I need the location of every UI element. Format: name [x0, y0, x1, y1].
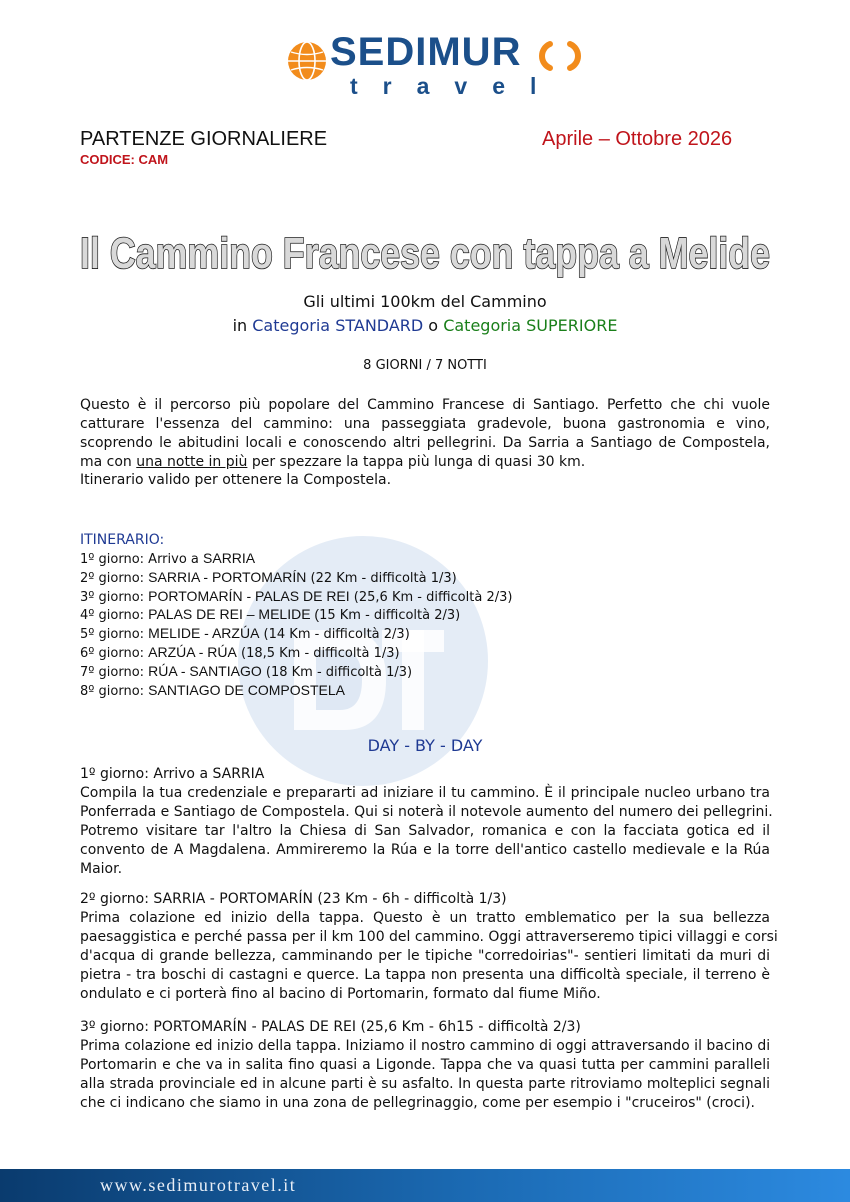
day-text-line: Potremo visitare tar l'altro la Chiesa di San Salvador, romanica e con la facciata gotica ed il [80, 823, 770, 839]
itinerary-detail: (18,5 Km - difficoltà 1/3) [236, 645, 400, 661]
website-link[interactable]: www.sedimurotravel.it [100, 1175, 297, 1195]
intro-line [80, 453, 770, 472]
itinerary-place: SANTIAGO DE COMPOSTELA [148, 681, 345, 698]
trip-duration: 8 GIORNI / 7 NOTTI [363, 358, 487, 373]
page-title [70, 218, 780, 284]
day-3-title: 3º giorno: PORTOMARÍN - PALAS DE REI (25,6 Km - 6h15 - difficoltà 2/3) [80, 1019, 581, 1035]
intro-line4-b: per spezzare la tappa più lunga di quasi 30 km. [247, 454, 586, 470]
day-text-line: Ponferrada e Santiago de Compostela. Qui si noterà il notevole aumento del numero dei pellegrini. [80, 804, 773, 820]
day-text-line: Compila la tua credenziale e prepararti ad iniziare il tu cammino. È il principale nucleo urbano tra [80, 785, 770, 801]
itinerary-place: MELIDE - ARZÚA [148, 625, 260, 642]
product-code: CODICE: CAM [80, 152, 169, 167]
day-3-text [80, 1037, 770, 1113]
day-text-line: Portomarin e che va in salita fino quasi a Ligonde. Tappa che va quasi tutta per cammini paralleli [80, 1057, 770, 1073]
subtitle-line1: Gli ultimi 100km del Cammino [303, 292, 547, 311]
itinerary-place: PORTOMARÍN - PALAS DE REI [148, 587, 350, 604]
globe-icon [286, 40, 328, 82]
itinerary-list [80, 550, 512, 700]
day-by-day-heading: DAY - BY - DAY [367, 736, 483, 755]
intro-paragraph [80, 396, 770, 472]
footer-bar [0, 1169, 850, 1202]
itinerary-place: SARRIA [203, 550, 256, 566]
intro-line: catturare l'essenza del cammino: una passeggiata gradevole, buona gastronomia e vino, [80, 416, 770, 432]
day-1-title: 1º giorno: Arrivo a SARRIA [80, 766, 265, 782]
subtitle-prefix: in [232, 316, 253, 335]
day-text-line: pietra - tra boschi di castagni e querce. La tappa non presenta una difficoltà speciale, il terreno è [80, 967, 770, 983]
itinerary-row [80, 569, 512, 588]
itinerary-row [80, 663, 512, 682]
day-text-line: Prima colazione ed inizio della tappa. Iniziamo il nostro cammino di oggi attraversando il bacino di [80, 1038, 771, 1054]
itinerary-detail: (25,6 Km - difficoltà 2/3) [349, 589, 513, 605]
company-logo [282, 30, 582, 99]
day-2-text [80, 909, 778, 1004]
itinerary-place: RÚA - SANTIAGO [148, 662, 262, 679]
itinerary-place: SARRIA - PORTOMARÍN [148, 568, 307, 585]
category-superior: Categoria SUPERIORE [443, 316, 618, 335]
day-text-line: Prima colazione ed inizio della tappa. Questo è un tratto emblematico per la sua bellezza [80, 910, 770, 926]
subtitle-line2 [0, 316, 850, 335]
itinerary-day: 2º giorno: [80, 570, 149, 586]
day-text-line: d'acqua di grande bellezza, camminando per le tipiche "corredoirias"- sentieri limitati da muri di [80, 948, 770, 964]
departures-heading: PARTENZE GIORNALIERE [80, 128, 328, 150]
itinerary-row [80, 606, 512, 625]
itinerary-day: 8º giorno: [80, 683, 149, 699]
itinerary-place: PALAS DE REI – MELIDE ( [148, 606, 320, 623]
intro-line: scoprendo le abitudini locali e conoscendo altri pellegrini. Da Sarria a Santiago de Compostela, [80, 435, 770, 451]
day-1-text [80, 784, 773, 879]
itinerary-detail: (14 Km - difficoltà 2/3) [259, 627, 410, 643]
itinerary-day: 3º giorno: [80, 589, 149, 605]
itinerary-day: 1º giorno: [80, 552, 149, 567]
itinerary-detail: (22 Km - difficoltà 1/3) [306, 570, 457, 586]
itinerary-day: 6º giorno: [80, 645, 149, 661]
itinerary-row [80, 588, 512, 607]
category-standard: Categoria STANDARD [252, 316, 424, 335]
logo-brand-bottom: travel [350, 73, 562, 99]
intro-extra-night: una notte in più [136, 454, 248, 470]
itinerary-day: 4º giorno: [80, 608, 149, 624]
subtitle-middle: o [423, 316, 444, 335]
compostela-note-text: Itinerario valido per ottenere la Compostela [80, 472, 387, 488]
logo-brand-top: SEDIMUR [330, 30, 522, 74]
day-text-line: ondulato e ci porterà fino al bacino di Portomarin, formato dal fiume Miño. [80, 986, 601, 1002]
day-text-line: paesaggistica e perché passa per il km 100 del cammino. Oggi attraverseremo tipici villaggi e corsi [80, 929, 778, 945]
ring-icon [540, 38, 580, 74]
day-text-line: Maior. [80, 861, 123, 877]
itinerary-place-prefix: Arrivo a [148, 552, 204, 567]
itinerary-row [80, 644, 512, 663]
season-dates: Aprile – Ottobre 2026 [542, 128, 733, 150]
itinerary-row [80, 625, 512, 644]
compostela-note-end: . [386, 472, 392, 488]
itinerary-detail: (18 Km - difficoltà 1/3) [261, 664, 413, 680]
intro-line: Questo è il percorso più popolare del Cammino Francese di Santiago. Perfetto che chi vuole [80, 397, 770, 413]
itinerary-row [80, 550, 512, 569]
intro-line4-a: ma con [80, 454, 137, 470]
itinerary-heading: ITINERARIO: [80, 532, 165, 548]
day-2-title: 2º giorno: SARRIA - PORTOMARÍN (23 Km - 6h - difficoltà 1/3) [80, 891, 507, 907]
page-title-text: Il Cammino Francese con tappa a Melide [80, 229, 770, 278]
itinerary-row [80, 682, 512, 701]
day-text-line: convento de A Magdalena. Ammireremo la Rúa e la torre dell'antico castello medievale e la Rúa [80, 842, 770, 858]
day-text-line: che ci indicano che siamo in una zona de pellegrinaggio, come per esempio i "cruceiros" (croci). [80, 1095, 755, 1111]
itinerary-day: 5º giorno: [80, 627, 149, 643]
itinerary-detail: 15 Km - difficoltà 2/3) [319, 608, 461, 624]
itinerary-place: ARZÚA - RÚA [148, 643, 237, 660]
itinerary-day: 7º giorno: [80, 664, 149, 680]
compostela-note [80, 472, 391, 488]
day-text-line: alla strada provinciale ed in alcune parti è su asfalto. In questa parte ritroviamo molteplici segnali [80, 1076, 770, 1092]
